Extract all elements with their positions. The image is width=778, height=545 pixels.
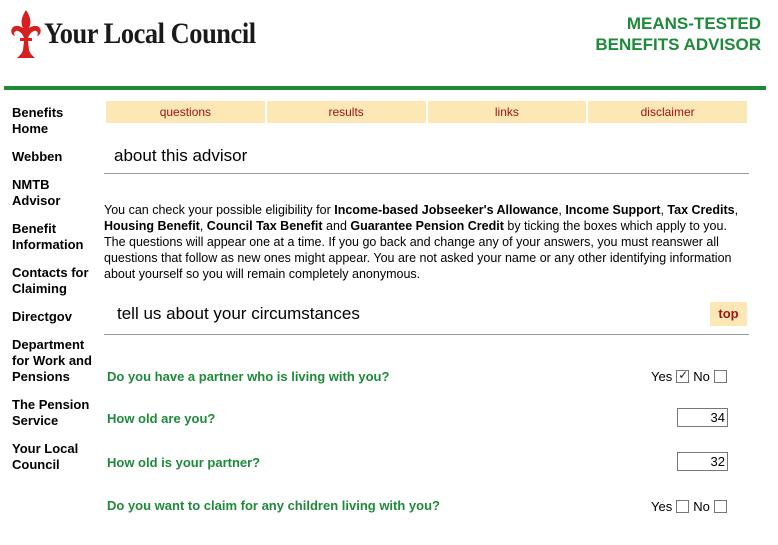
no-label: No	[693, 499, 710, 514]
about-heading: about this advisor	[114, 146, 248, 165]
top-nav	[106, 101, 747, 123]
tab-questions[interactable]: questions	[106, 101, 265, 123]
tab-links[interactable]: links	[428, 101, 587, 123]
yes-label: Yes	[651, 499, 673, 514]
benefit-name: Tax Credits	[667, 203, 735, 217]
logo-text: Your Local Council	[44, 17, 256, 50]
your-age-input[interactable]	[677, 408, 728, 427]
question-children: Do you want to claim for any children living with you?	[107, 498, 440, 513]
circumstances-heading: tell us about your circumstances	[117, 304, 360, 323]
sidebar-item-dwp[interactable]: Department for Work and Pensions	[12, 337, 92, 384]
tab-results[interactable]: results	[267, 101, 426, 123]
top-button[interactable]: top	[710, 302, 747, 326]
sidebar-item-directgov[interactable]: Directgov	[12, 309, 72, 324]
no-label: No	[693, 369, 710, 384]
intro-text: ,	[660, 203, 668, 217]
benefit-name: Guarantee Pension Credit	[350, 219, 504, 233]
children-yes-no	[651, 499, 731, 514]
app-title	[595, 13, 761, 55]
partner-yes-no	[651, 369, 731, 384]
intro-text: ,	[199, 219, 207, 233]
header-divider	[4, 86, 766, 90]
yes-label: Yes	[651, 369, 673, 384]
sidebar-item-webben[interactable]: Webben	[12, 149, 63, 164]
children-no-checkbox[interactable]	[714, 500, 727, 513]
benefit-name: Income-based Jobseeker's Allowance	[334, 203, 559, 217]
divider	[104, 173, 749, 174]
intro-text: ,	[734, 203, 739, 217]
sidebar-item-your-local-council[interactable]: Your Local Council	[12, 441, 79, 472]
partner-yes-checkbox[interactable]	[676, 370, 689, 383]
partner-age-input[interactable]	[677, 452, 728, 471]
sidebar	[12, 105, 92, 485]
intro-text: by ticking the boxes which apply to you. The questions will appear one at a time. If you go back and change any of your answers, you must reanswer all questions that follow as new ones might appear. You are not asked your name or any other identifying information about yourself so you will remain completely anonymous.	[104, 219, 732, 281]
sidebar-item-contacts-for-claiming[interactable]: Contacts for Claiming	[12, 265, 89, 296]
app-title-line1: MEANS-TESTED	[626, 14, 761, 33]
intro-text: ,	[558, 203, 566, 217]
question-partner: Do you have a partner who is living with you?	[107, 369, 390, 384]
benefit-name: Income Support	[565, 203, 661, 217]
intro-paragraph	[104, 202, 749, 282]
header	[0, 0, 778, 86]
benefit-name: Council Tax Benefit	[206, 219, 323, 233]
benefit-name: Housing Benefit	[104, 219, 200, 233]
question-your-age: How old are you?	[107, 411, 216, 426]
divider	[104, 334, 749, 335]
sidebar-item-benefits-home[interactable]: Benefits Home	[12, 105, 64, 136]
council-logo[interactable]	[10, 8, 284, 60]
tab-disclaimer[interactable]: disclaimer	[588, 101, 747, 123]
intro-text: and	[322, 219, 351, 233]
sidebar-item-benefit-information[interactable]: Benefit Information	[12, 221, 84, 252]
sidebar-item-pension-service[interactable]: The Pension Service	[12, 397, 90, 428]
app-title-line2: BENEFITS ADVISOR	[595, 35, 761, 54]
question-partner-age: How old is your partner?	[107, 455, 261, 470]
intro-text: You can check your possible eligibility for	[104, 203, 335, 217]
partner-no-checkbox[interactable]	[714, 370, 727, 383]
sidebar-item-nmtb-advisor[interactable]: NMTB Advisor	[12, 177, 61, 208]
children-yes-checkbox[interactable]	[676, 500, 689, 513]
fleur-de-lis-icon	[10, 8, 42, 60]
